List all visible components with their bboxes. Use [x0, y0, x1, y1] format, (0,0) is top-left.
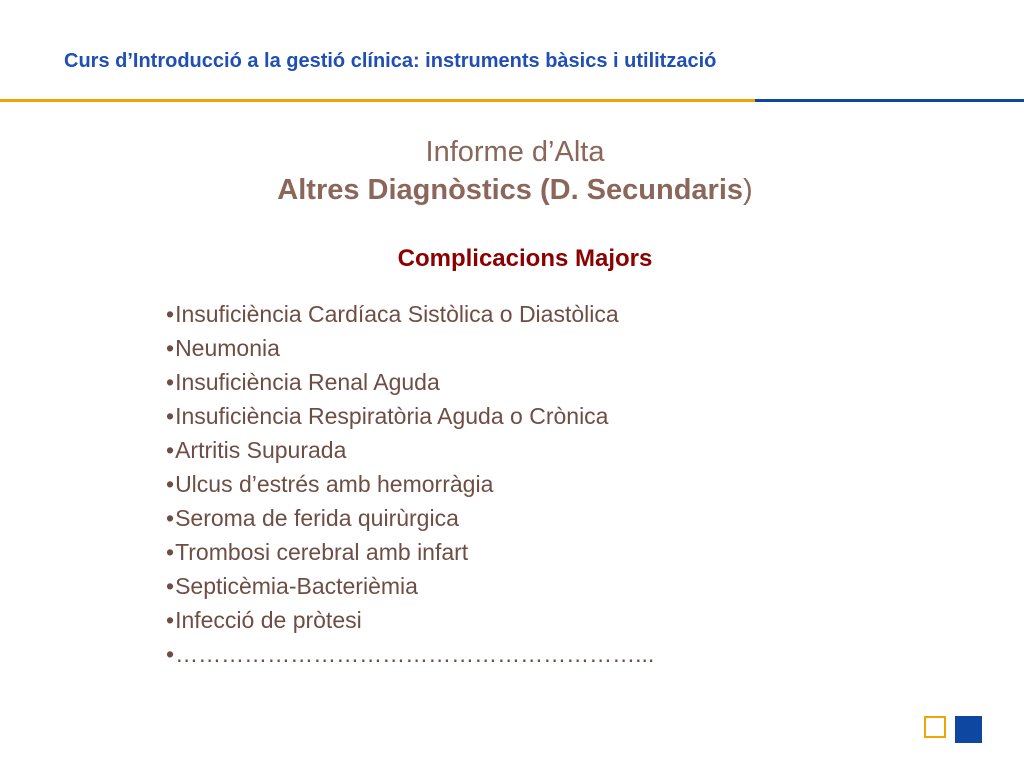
list-item	[166, 467, 654, 501]
bullet-mark: •	[166, 369, 175, 395]
slide-title	[0, 133, 1024, 209]
bullet-mark: •	[166, 301, 175, 327]
header-rule-gold	[0, 99, 755, 102]
list-item-text: Neumonia	[175, 335, 280, 361]
list-item-text: Septicèmia-Bacterièmia	[175, 573, 418, 599]
slide-title-line2-close: )	[743, 174, 753, 206]
list-item-text: Artritis Supurada	[175, 437, 347, 463]
list-item	[166, 637, 654, 671]
complications-list	[166, 297, 654, 671]
bullet-mark: •	[166, 335, 175, 361]
list-item	[166, 433, 654, 467]
course-title: Curs d’Introducció a la gestió clínica: instruments bàsics i utilització	[64, 50, 717, 72]
list-item-text: Trombosi cerebral amb infart	[175, 539, 469, 565]
bullet-mark: •	[166, 641, 175, 667]
slide-title-line2-text: Altres Diagnòstics (D. Secundaris	[277, 174, 744, 206]
list-item-text: Insuficiència Cardíaca Sistòlica o Diastòlica	[175, 301, 619, 327]
bullet-mark: •	[166, 573, 175, 599]
list-item	[166, 297, 654, 331]
bullet-mark: •	[166, 505, 175, 531]
bullet-mark: •	[166, 539, 175, 565]
list-item-text: Infecció de pròtesi	[175, 607, 362, 633]
bullet-mark: •	[166, 607, 175, 633]
list-item	[166, 331, 654, 365]
bullet-mark: •	[166, 471, 175, 497]
list-item	[166, 501, 654, 535]
list-item-text: Seroma de ferida quirùrgica	[175, 505, 459, 531]
list-item	[166, 569, 654, 603]
list-item-text: Insuficiència Respiratòria Aguda o Crònica	[175, 403, 609, 429]
list-item-text: Ulcus d’estrés amb hemorràgia	[175, 471, 494, 497]
bullet-mark: •	[166, 403, 175, 429]
section-subtitle: Complicacions Majors	[397, 245, 653, 272]
list-item	[166, 603, 654, 637]
list-item	[166, 399, 654, 433]
bullet-mark: •	[166, 437, 175, 463]
list-item	[166, 535, 654, 569]
header-rule-blue	[755, 99, 1024, 102]
slide-title-line2	[0, 171, 1024, 209]
list-item-text: Insuficiència Renal Aguda	[175, 369, 440, 395]
corner-square-outline	[924, 716, 946, 738]
corner-square-filled	[955, 716, 982, 743]
list-item	[166, 365, 654, 399]
list-item-text: ……………………………………………………...	[175, 641, 655, 667]
slide-title-line1: Informe d’Alta	[425, 136, 605, 168]
